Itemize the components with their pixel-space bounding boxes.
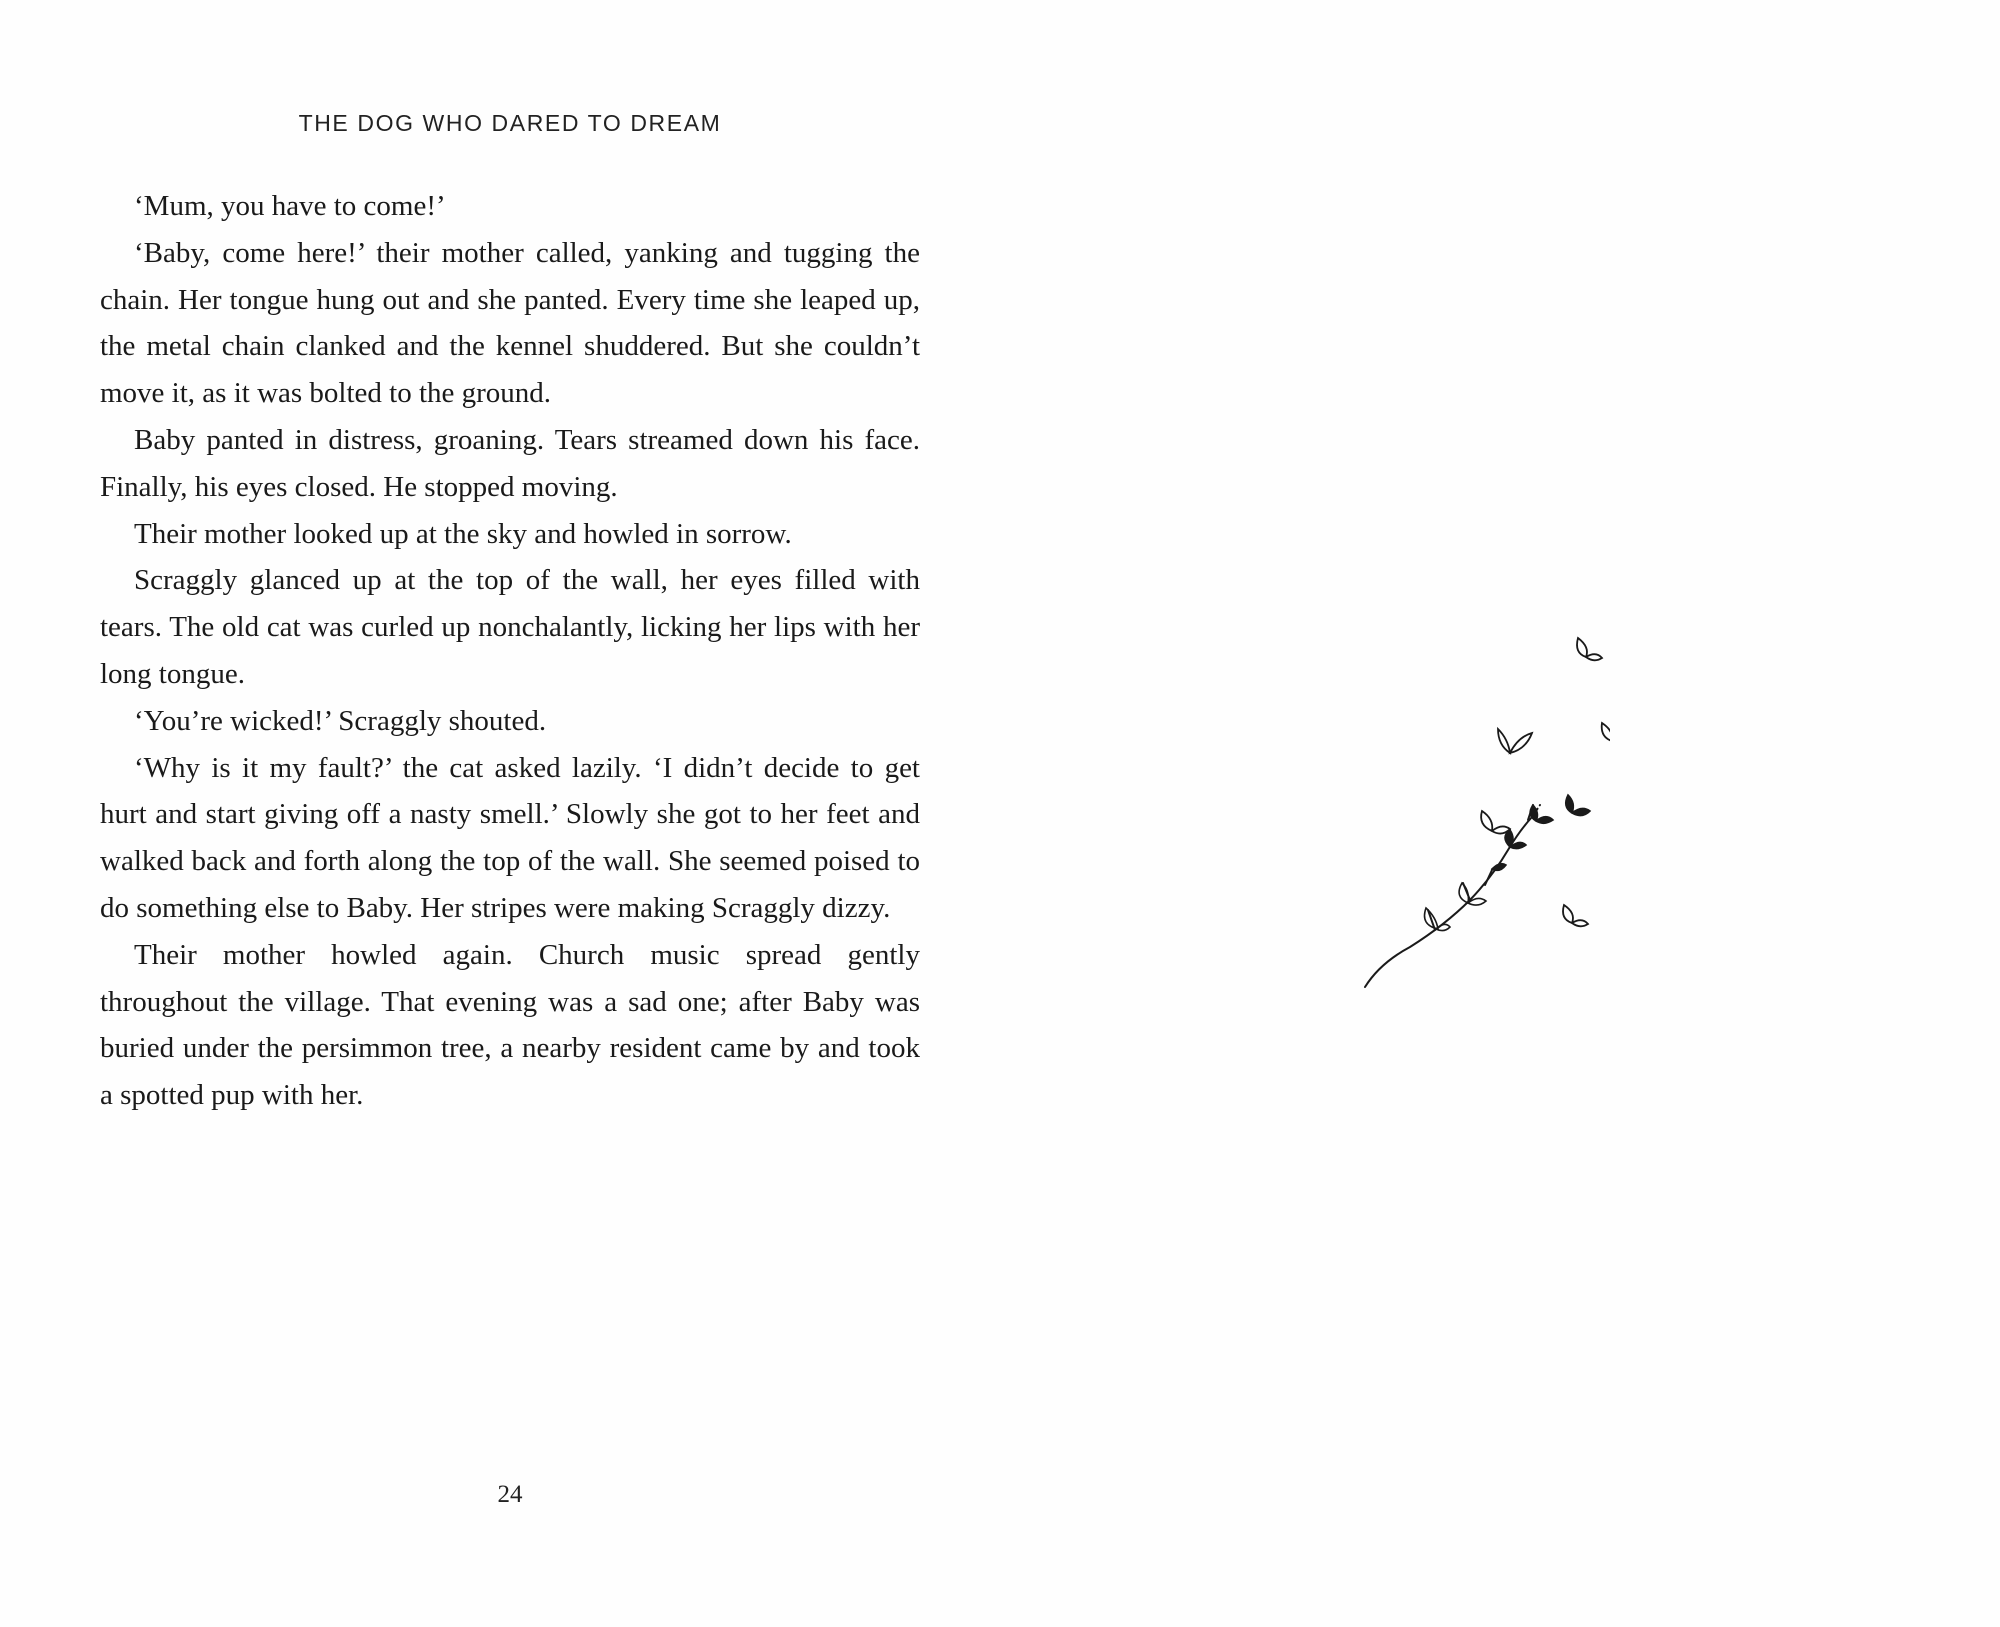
running-head: THE DOG WHO DARED TO DREAM xyxy=(298,110,722,136)
paragraph: ‘Why is it my fault?’ the cat asked lazily. ‘I didn’t decide to get hurt and start giving off a nasty smell.’ Slowly she got to her feet and walked back and forth along the top of the wall. She seemed poised to do something else to Baby. Her stripes were making Scraggly dizzy. xyxy=(100,751,920,924)
paragraph: Baby panted in distress, groaning. Tears streamed down his face. Finally, his eyes closed. He stopped moving. xyxy=(100,423,920,503)
paragraph: ‘You’re wicked!’ Scraggly shouted. xyxy=(134,704,547,737)
paragraph: Scraggly glanced up at the top of the wall, her eyes filled with tears. The old cat was curled up nonchalantly, licking her lips with her long tongue. xyxy=(100,564,920,690)
paragraph: Their mother howled again. Church music spread gently throughout the village. That evening was a sad one; after Baby was buried under the persimmon tree, a nearby resident came by and took a spotted pup with her. xyxy=(100,938,920,1112)
paragraph: ‘Baby, come here!’ their mother called, yanking and tugging the chain. Her tongue hung out and she panted. Every time she leaped up, the metal chain clanked and the kennel shuddered. But she couldn’t move it, as it was bolted to the ground. xyxy=(100,236,920,410)
leaf-sprig-icon xyxy=(1350,625,1610,1005)
right-page xyxy=(1000,0,2000,1627)
body-text xyxy=(100,183,920,1119)
paragraph: Their mother looked up at the sky and howled in sorrow. xyxy=(134,517,792,550)
paragraph: ‘Mum, you have to come!’ xyxy=(134,190,446,222)
page-number: 24 xyxy=(497,1481,523,1508)
